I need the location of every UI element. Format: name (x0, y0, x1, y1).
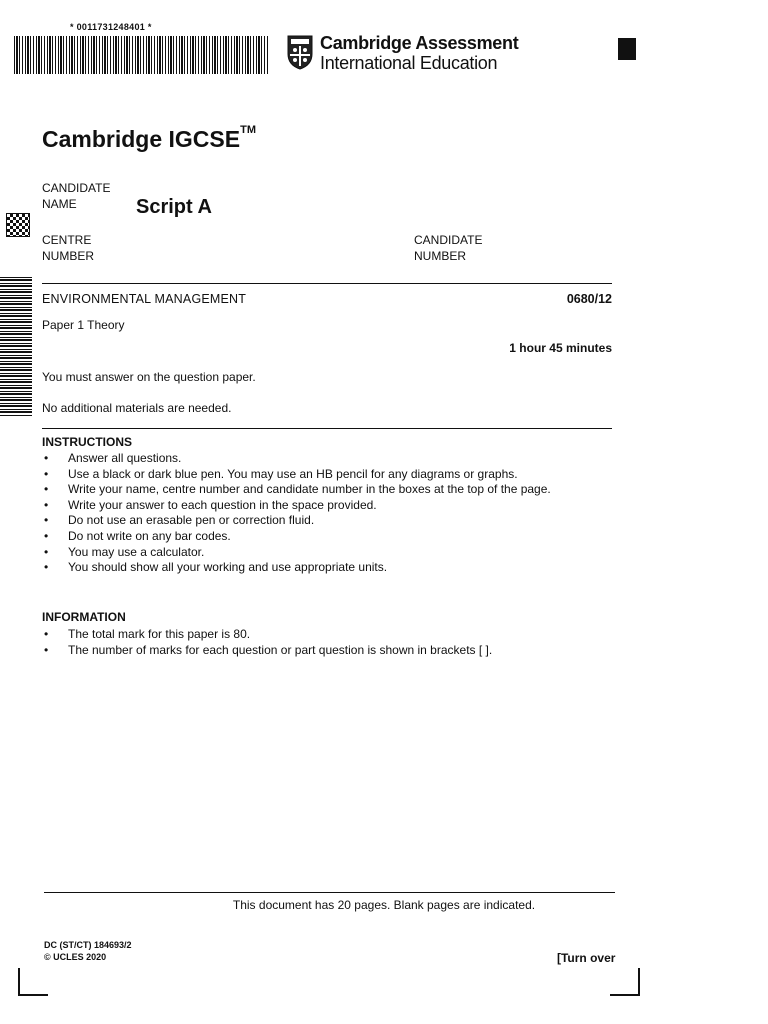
list-item: • Use a black or dark blue pen. You may use an HB pencil for any diagrams or graphs. (42, 467, 551, 483)
instructions-heading: INSTRUCTIONS (42, 435, 132, 449)
instructions-list (42, 451, 551, 576)
copyright: © UCLES 2020 (44, 952, 107, 962)
turn-over: [Turn over (557, 951, 616, 965)
page-count-note: This document has 20 pages. Blank pages are indicated. (232, 898, 536, 912)
trademark: TM (240, 124, 256, 136)
paper-name: Paper 1 Theory (42, 318, 125, 332)
list-item: • Do not use an erasable pen or correction fluid. (42, 513, 551, 529)
candidate-number-label: CANDIDATE NUMBER (414, 233, 483, 263)
list-item: • You should show all your working and use appropriate units. (42, 560, 551, 576)
answer-note: You must answer on the question paper. (42, 370, 256, 384)
list-item: • The number of marks for each question or part question is shown in brackets [ ]. (42, 643, 492, 659)
qr-code (6, 213, 30, 237)
corner-mark-left (18, 968, 48, 996)
divider (44, 892, 615, 893)
centre-number-label: CENTRE NUMBER (42, 233, 95, 263)
corner-mark-right (610, 968, 640, 996)
list-item: • Do not write on any bar codes. (42, 529, 551, 545)
information-list (42, 627, 492, 658)
list-item: • The total mark for this paper is 80. (42, 627, 492, 643)
side-barcode (0, 276, 32, 416)
list-item: • Write your answer to each question in the space provided. (42, 498, 551, 514)
barcode-number: * 0011731248401 * (70, 22, 152, 32)
candidate-name-label: CANDIDATE NAME (42, 181, 111, 211)
divider (42, 428, 612, 429)
registration-mark (618, 38, 636, 60)
subject-title: ENVIRONMENTAL MANAGEMENT (42, 292, 247, 306)
materials-note: No additional materials are needed. (42, 401, 232, 415)
divider (42, 283, 612, 284)
paper-code: 0680/12 (566, 292, 612, 306)
cambridge-crest-icon (286, 34, 314, 70)
org-name-line2: International Education (320, 53, 498, 73)
barcode (14, 36, 268, 74)
org-name-line1: Cambridge Assessment (320, 33, 519, 53)
document-code: DC (ST/CT) 184693/2 © UCLES 2020 (44, 940, 132, 962)
list-item: • Write your name, centre number and candidate number in the boxes at the top of the page. (42, 482, 551, 498)
page-title: Cambridge IGCSE™ (42, 124, 256, 152)
candidate-name-value: Script A (136, 196, 212, 218)
duration: 1 hour 45 minutes (509, 341, 612, 355)
list-item: • Answer all questions. (42, 451, 551, 467)
information-heading: INFORMATION (42, 610, 126, 624)
list-item: • You may use a calculator. (42, 545, 551, 561)
